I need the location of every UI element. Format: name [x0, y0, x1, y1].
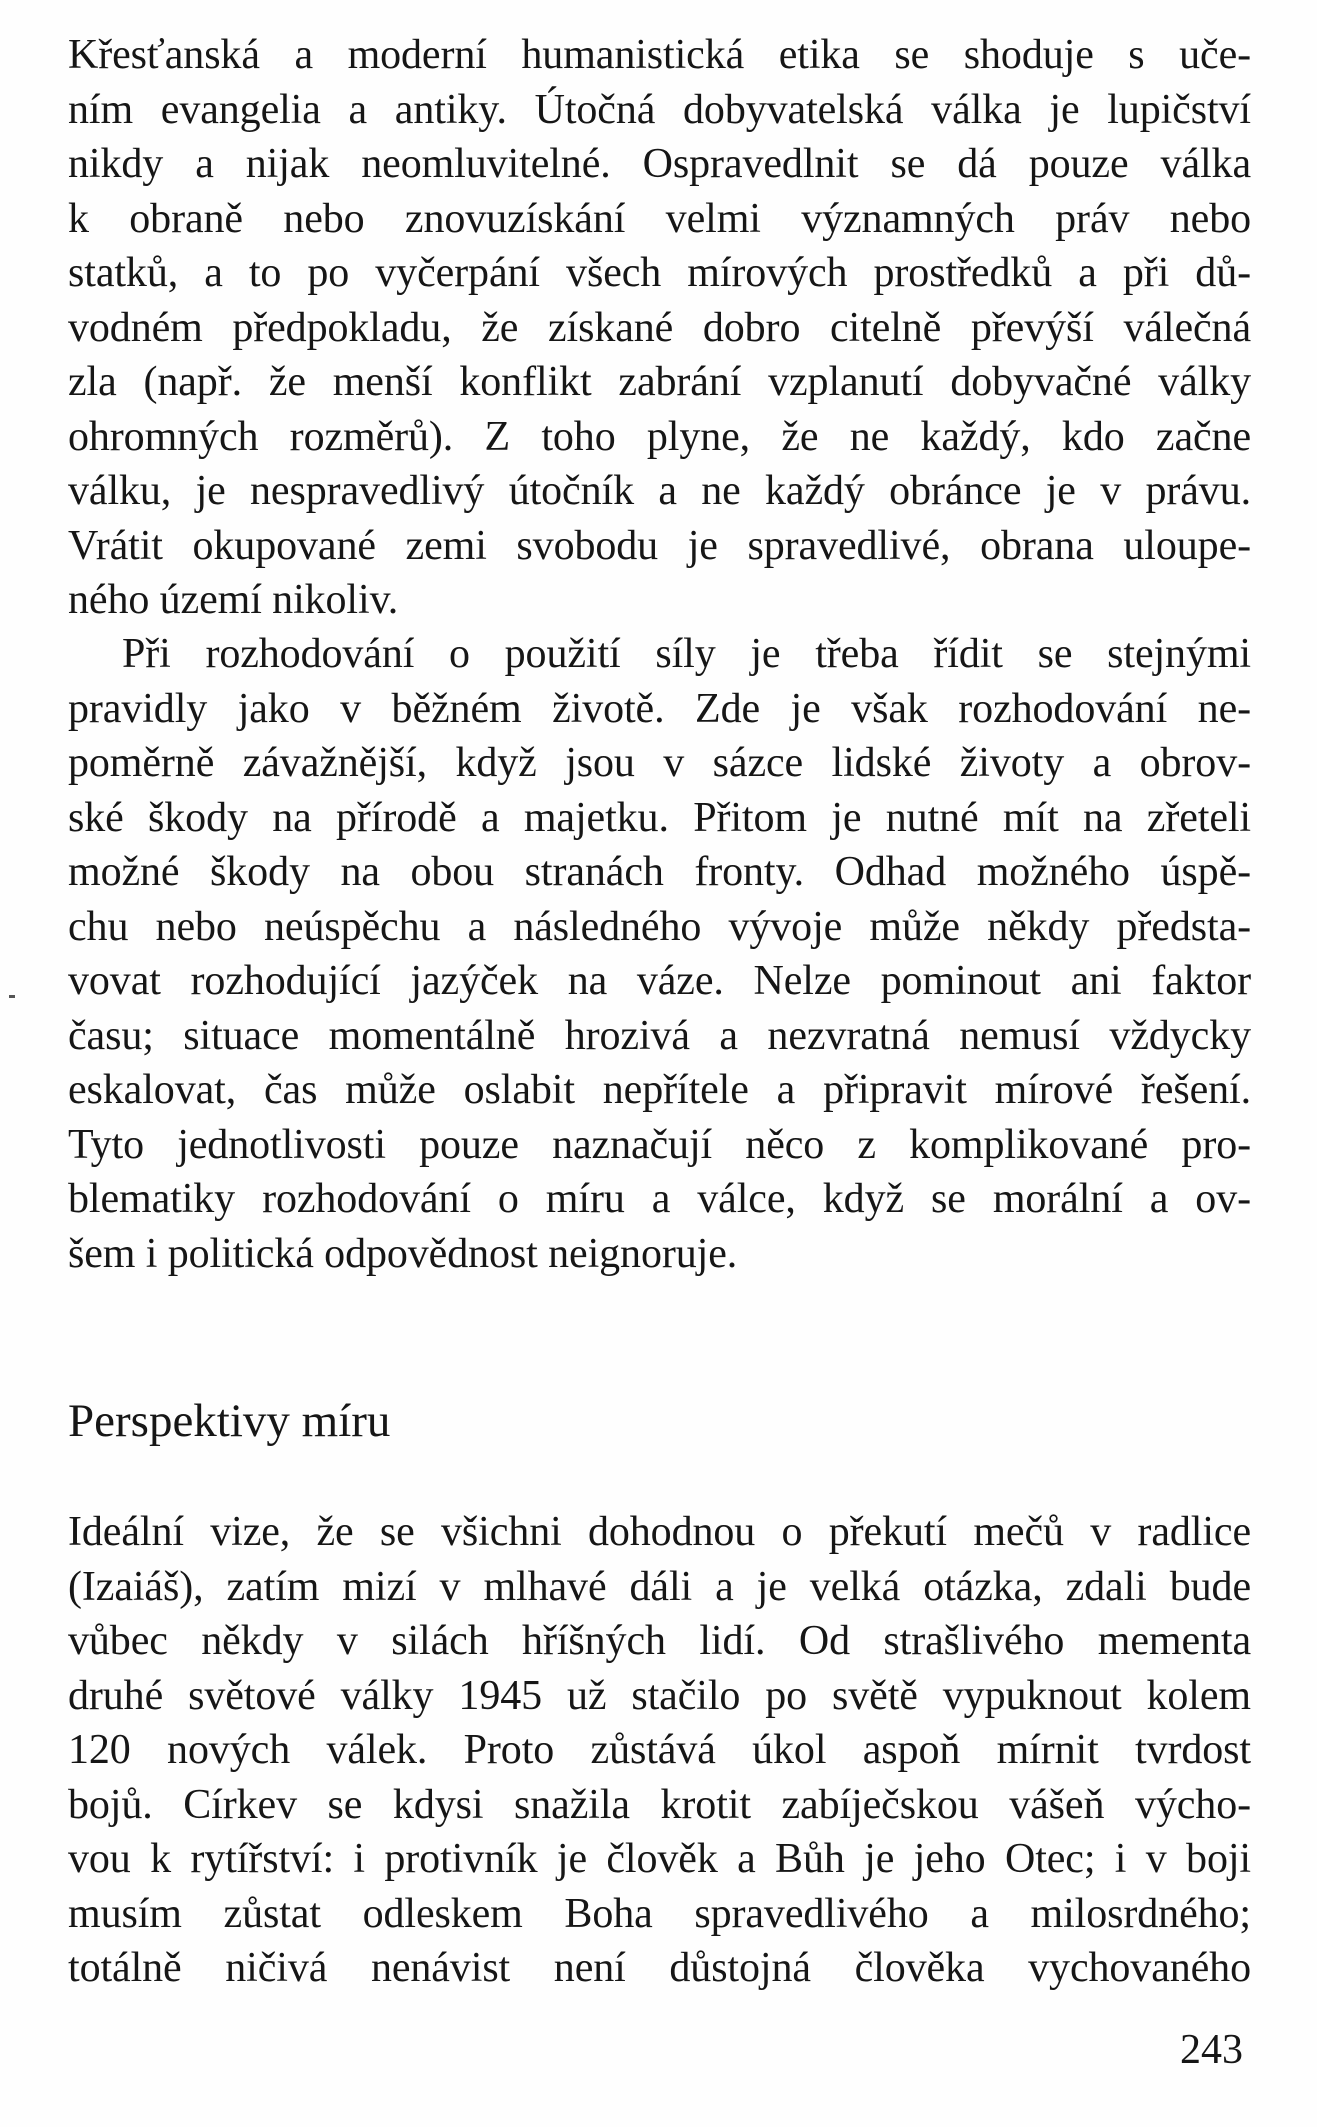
paragraph-line: nikdy a nijak neomluvitelné. Ospravedlnit se dá pouze válka [68, 141, 1251, 187]
section-heading: Perspektivy míru [68, 1395, 391, 1447]
paragraph-line: totálně ničivá nenávist není důstojná člověka vychovaného [68, 1945, 1251, 1991]
paragraph-line: k obraně nebo znovuzískání velmi významných práv nebo [68, 195, 1251, 242]
paragraph-line: zla (např. že menší konflikt zabrání vzplanutí dobyvačné války [68, 359, 1251, 405]
paragraph-3 [68, 1505, 1251, 1996]
paragraph-line: ním evangelia a antiky. Útočná dobyvatelská válka je lupičství [68, 86, 1251, 133]
paragraph-line: (Izaiáš), zatím mizí v mlhavé dáli a je velká otázka, zdali bude [68, 1563, 1251, 1610]
paragraph-line: bojů. Církev se kdysi snažila krotit zabíječskou vášeň výcho- [68, 1781, 1251, 1828]
paragraph-line: blematiky rozhodování o míru a válce, když se morální a ov- [68, 1176, 1251, 1222]
paragraph-line: ohromných rozměrů). Z toho plyne, že ne každý, kdo začne [68, 413, 1251, 460]
paragraph-line: poměrně závažnější, když jsou v sázce lidské životy a obrov- [68, 740, 1251, 786]
paragraph-line: Tyto jednotlivosti pouze naznačují něco z komplikované pro- [68, 1121, 1251, 1168]
paragraph-line: 120 nových válek. Proto zůstává úkol aspoň mírnit tvrdost [68, 1727, 1251, 1773]
paragraph-line: musím zůstat odleskem Boha spravedlivého a milosrdného; [68, 1890, 1251, 1937]
paragraph-line: eskalovat, čas může oslabit nepřítele a připravit mírové řešení. [68, 1067, 1251, 1113]
paragraph-line: Vrátit okupované zemi svobodu je spravedlivé, obrana uloupe- [68, 522, 1251, 569]
paragraph-line: pravidly jako v běžném životě. Zde je však rozhodování ne- [68, 685, 1251, 732]
paragraph-line: ného území nikoliv. [68, 577, 399, 623]
paragraph-line: možné škody na obou stranách fronty. Odhad možného úspě- [68, 849, 1251, 895]
paragraph-1 [68, 28, 1251, 628]
paragraph-line: druhé světové války 1945 už stačilo po světě vypuknout kolem [68, 1672, 1251, 1719]
paragraph-line: vodném předpokladu, že získané dobro citelně převýší válečná [68, 304, 1251, 351]
paragraph-line: ské škody na přírodě a majetku. Přitom je nutné mít na zřeteli [68, 794, 1251, 841]
paragraph-line: Křesťanská a moderní humanistická etika se shoduje s uče- [68, 32, 1251, 78]
paragraph-line: vovat rozhodující jazýček na váze. Nelze pominout ani faktor [68, 958, 1251, 1004]
paragraph-line: času; situace momentálně hrozivá a nezvratná nemusí vždycky [68, 1012, 1251, 1059]
page-number: 243 [1180, 2027, 1243, 2073]
paragraph-line: vůbec někdy v silách hříšných lidí. Od strašlivého mementa [68, 1618, 1251, 1664]
paragraph-line: chu nebo neúspěchu a následného vývoje může někdy předsta- [68, 903, 1251, 950]
paragraph-line: vou k rytířství: i protivník je člověk a Bůh je jeho Otec; i v boji [68, 1836, 1251, 1882]
paragraph-line: Při rozhodování o použití síly je třeba řídit se stejnými [122, 631, 1251, 677]
margin-mark [9, 995, 15, 998]
paragraph-line: statků, a to po vyčerpání všech mírových prostředků a při dů- [68, 250, 1251, 296]
paragraph-line: šem i politická odpovědnost neignoruje. [68, 1230, 738, 1277]
paragraph-line: válku, je nespravedlivý útočník a ne každý obránce je v právu. [68, 468, 1251, 514]
paragraph-line: Ideální vize, že se všichni dohodnou o překutí mečů v radlice [68, 1509, 1251, 1555]
paragraph-2 [68, 627, 1251, 1281]
